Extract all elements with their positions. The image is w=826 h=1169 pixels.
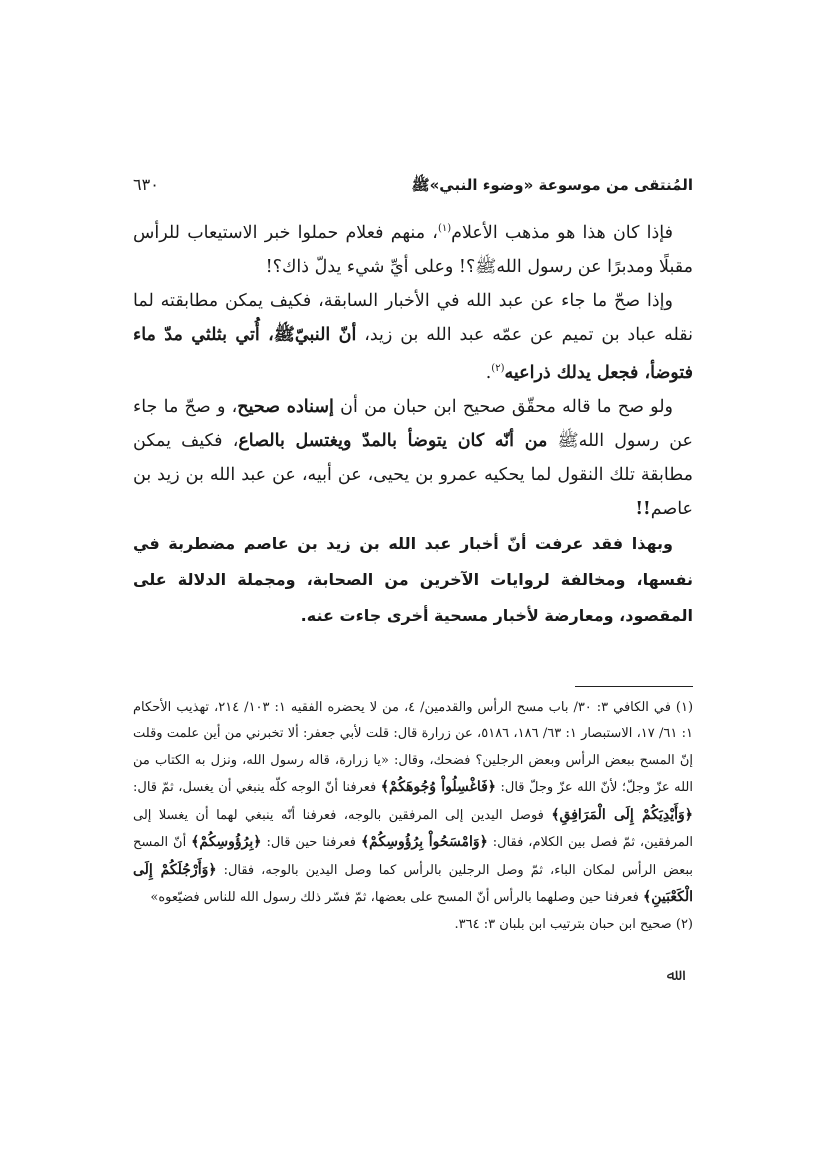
paragraph-4: وبهذا فقد عرفت أنّ أخبار عبد الله بن زيد بن عاصم مضطربة في نفسها، ومخالفة لروايات الآخرين من الصحابة، ومجملة الدلالة على المقصود، ومعارضة لأخبار مسحية أخرى جاءت عنه. (133, 533, 693, 625)
paragraph-3-text-c: ، فكيف يمكن مطابقة تلك النقول لما يحكيه عمرو بن يحيى، عن أبيه، عن عبد الله بن زيد بن عاصم (133, 430, 693, 519)
paragraph-1 (133, 212, 693, 284)
footnote-separator (575, 686, 693, 687)
footnote-ref-2[interactable]: (٢) (491, 362, 505, 374)
paragraph-3-bold-1: إسناده صحيح (237, 396, 334, 417)
paragraph-2-bold-quote: أنّ النبيّﷺ، أُتي بثلثي مدّ ماء فتوضأ، فجعل يدلك ذراعيه (133, 324, 693, 383)
paragraph-3 (133, 390, 693, 526)
paragraph-3-bold-3: !! (635, 498, 651, 519)
paragraph-3-text-a: ولو صح ما قاله محقّق صحيح ابن حبان من أن (333, 396, 673, 417)
footnote-1 (133, 695, 693, 912)
footnote-1-text-d: فعرفنا حين قال: (261, 835, 361, 851)
paragraph-1-text-b: ، منهم فعلام حملوا خبر الاستيعاب للرأس مقبلًا ومدبرًا عن رسول اللهﷺ؟! وعلى أيِّ شيء يدلّ ذاك؟! (133, 222, 693, 277)
quran-verse-1: ﴿فَاغْسِلُواْ وُجُوهَكُمْ﴾ (380, 779, 496, 796)
bottom-mark: ﷲ (666, 965, 676, 984)
footnote-1-text-c: فوصل اليدين إلى المرفقين بالوجه، فعرفنا أنّه ينبغي لهما أن يغسلا إلى المرفقين، ثمّ فصل بين الكلام، فقال: (133, 807, 693, 851)
running-title: المُنتقى من موسوعة «وضوء النبي»ﷺ (411, 176, 693, 194)
quran-verse-4: ﴿بِرُؤُوسِكُمْ﴾ (191, 834, 262, 851)
paragraph-2-text: وإذا صحّ ما جاء عن عبد الله في الأخبار السابقة، فكيف يمكن مطابقته لما نقله عباد بن تميم عن عمّه عبد الله بن زيد، (133, 290, 694, 345)
quran-verse-2: ﴿وَأَيْدِيَكُمْ إِلَى الْمَرَافِقِ﴾ (551, 806, 693, 823)
quran-verse-5: ﴿وَأَرْجُلَكُمْ إِلَى الْكَعْبَينِ﴾ (133, 861, 693, 906)
footnote-ref-1[interactable]: (١) (437, 223, 452, 234)
paragraph-3-text-b: ، و صحّ ما جاء عن رسول اللهﷺ (133, 396, 693, 451)
quran-verse-3: ﴿وَامْسَحُواْ بِرُؤُوسِكُمْ﴾ (360, 834, 488, 851)
footnote-1-text-b: فعرفنا أنّ الوجه كلّه ينبغي أن يغسل، ثمّ قال: (133, 780, 381, 796)
paragraph-2 (133, 284, 693, 390)
paragraph-1-text-a: فإذا كان هذا هو مذهب الأعلام (451, 222, 674, 243)
footnote-1-text-f: فعرفنا حين وصلهما بالرأس أنّ المسح على بعضها، ثمّ فسّر ذلك رسول الله للناس فضيّعوه» (150, 890, 644, 906)
page-number: ٦٣٠ (133, 175, 159, 194)
page-header (133, 175, 693, 198)
document-page (133, 175, 693, 938)
footnote-1-text-a: (١) في الكافي ٣: ٣٠/ باب مسح الرأس والقدمين/ ٤، من لا يحضره الفقيه ١: ١٠٣/ ٢١٤، تهذيب الأحكام ١: ٦١/ ١٧، الاستبصار ١: ٦٣/ ١٨٦، ٥١٨٦، عن زرارة قال: قلت لأبي جعفر: ألا تخبرني من أين علمت وقلت إنّ المسح ببعض الرأس وبعض الرجلين؟ فضحك، وقال: «يا زرارة، قاله رسول الله، ونزل به الكتاب من الله عزّ وجلّ؛ لأنّ الله عزّ وجلّ قال: (133, 699, 694, 796)
footnote-1-text-e: أنّ المسح ببعض الرأس لمكان الباء، ثمّ وصل الرجلين بالرأس كما وصل اليدين بالوجه، فقال: (133, 835, 693, 878)
paragraph-3-bold-2: من أنّه كان يتوضأ بالمدّ ويغتسل بالصاع (238, 430, 548, 451)
footnote-2: (٢) صحيح ابن حبان بترتيب ابن بلبان ٣: ٣٦٤. (454, 916, 693, 932)
footnotes (133, 695, 693, 939)
paragraph-2-end: . (485, 362, 492, 383)
main-text (133, 212, 693, 634)
